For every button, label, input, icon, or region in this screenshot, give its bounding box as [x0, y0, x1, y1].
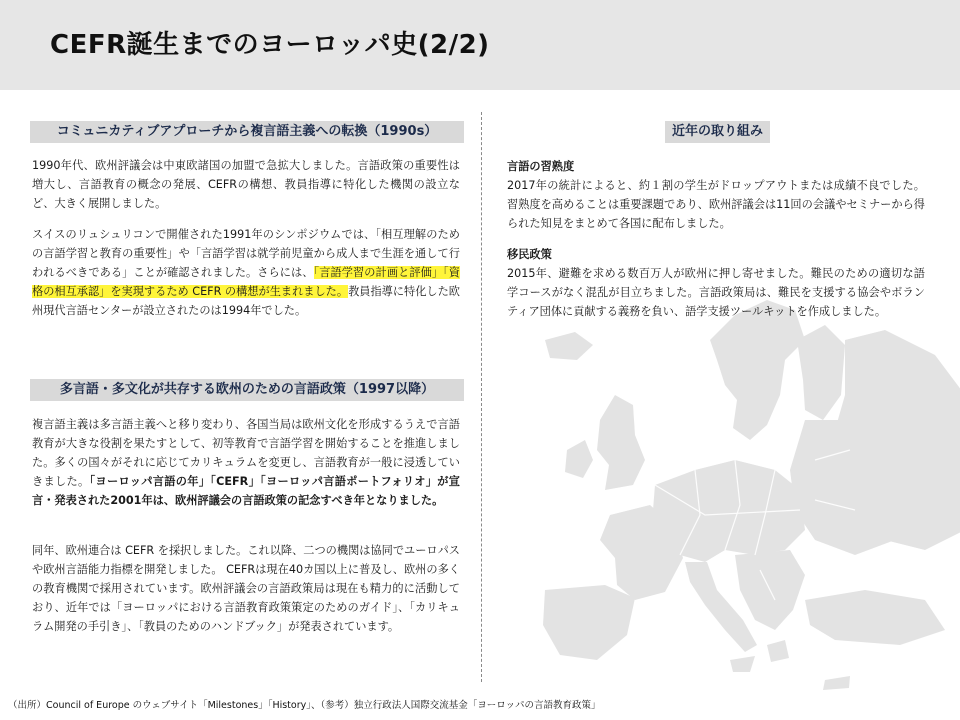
section-1997-paragraph-1: [32, 415, 460, 510]
paragraph-text-part: 教員指導に特化した欧州現代言語センターが設立されたのは1994年でした。: [32, 285, 460, 317]
bold-text: 「ヨーロッパ言語の年」「CEFR」「ヨーロッパ言語ポートフォリオ」が宣言・発表された2001年は、欧州評議会の言語政策の記念すべき年となりました。: [32, 475, 460, 507]
section-1990s-paragraph-1: [32, 156, 460, 213]
paragraph-text-part: 複言語主義は多言語主義へと移り変わり、各国当局は欧州文化を形成するうえで言語教育が大きな役割を果たすとして、初等教育で言語学習を開始することを推進しました。多くの国々がそれに応じてカリキュラムを変更し、言語教育が一般に浸透していきました。: [32, 418, 460, 488]
highlighted-text: 「言語学習の計画と評価」「資格の相互承認」を実現するため CEFR の構想が生まれました。: [32, 266, 460, 298]
section-heading-1997: 多言語・多文化が共存する欧州のための言語政策（1997以降）: [30, 379, 464, 401]
item-text: 2017年の統計によると、約１割の学生がドロップアウトまたは成績不良でした。習熟度を高めることは重要課題であり、欧州評議会は11回の会議やセミナーから得られた知見をまとめて各国に配布しました。: [507, 179, 925, 230]
paragraph-text: 同年、欧州連合は CEFR を採択しました。これ以降、二つの機関は協同でユーロパスや欧州言語能力指標を開発しました。 CEFRは現在40カ国以上に普及し、欧州の多くの教育機関で採用されています。欧州評議会の言語政策局は現在も精力的に活動しており、近年では「ヨーロッパにおける言語教育政策策定のためのガイド」、「カリキュラム開発の手引き」、「教員のためのハンドブック」が発表されています。: [32, 544, 460, 633]
item-label: 言語の習熟度: [507, 160, 575, 173]
item-label: 移民政策: [507, 248, 552, 261]
column-divider: [481, 112, 482, 682]
recent-item-proficiency: [507, 157, 925, 233]
item-text: 2015年、避難を求める数百万人が欧州に押し寄せました。難民のための適切な語学コースがなく混乱が目立ちました。言語政策局は、難民を支援する協会やボランティア団体に貢献する義務を負い、語学支援ツールキットを作成しました。: [507, 267, 925, 318]
paragraph-text: [32, 415, 460, 510]
section-heading-1990s: コミュニカティブアプローチから複言語主義への転換（1990s）: [30, 121, 464, 143]
section-heading-recent: 近年の取り組み: [665, 121, 770, 143]
recent-item-migration: [507, 245, 925, 321]
paragraph-text: [32, 225, 460, 320]
section-1990s-paragraph-2: [32, 225, 460, 320]
page-title: CEFR誕生までのヨーロッパ史(2/2): [50, 30, 490, 60]
section-1997-paragraph-2: [32, 541, 460, 636]
paragraph-text-part: スイスのリュシュリコンで開催された1991年のシンポジウムでは、「相互理解のための言語学習と教育の重要性」や「言語学習は就学前児童から成人まで生涯を通して行われるべきである」ことが確認されました。さらには、: [32, 228, 460, 279]
europe-map-icon: [505, 300, 960, 700]
source-note: （出所）Council of Europe のウェブサイト「Milestones」「History」、（参考）独立行政法人国際交流基金「ヨーロッパの言語教育政策」: [8, 700, 601, 711]
title-bar: [0, 0, 960, 90]
paragraph-text: 1990年代、欧州評議会は中東欧諸国の加盟で急拡大しました。言語政策の重要性は増大し、言語教育の概念の発展、CEFRの構想、教員指導に特化した機関の設立など、大きく展開しました。: [32, 159, 460, 210]
